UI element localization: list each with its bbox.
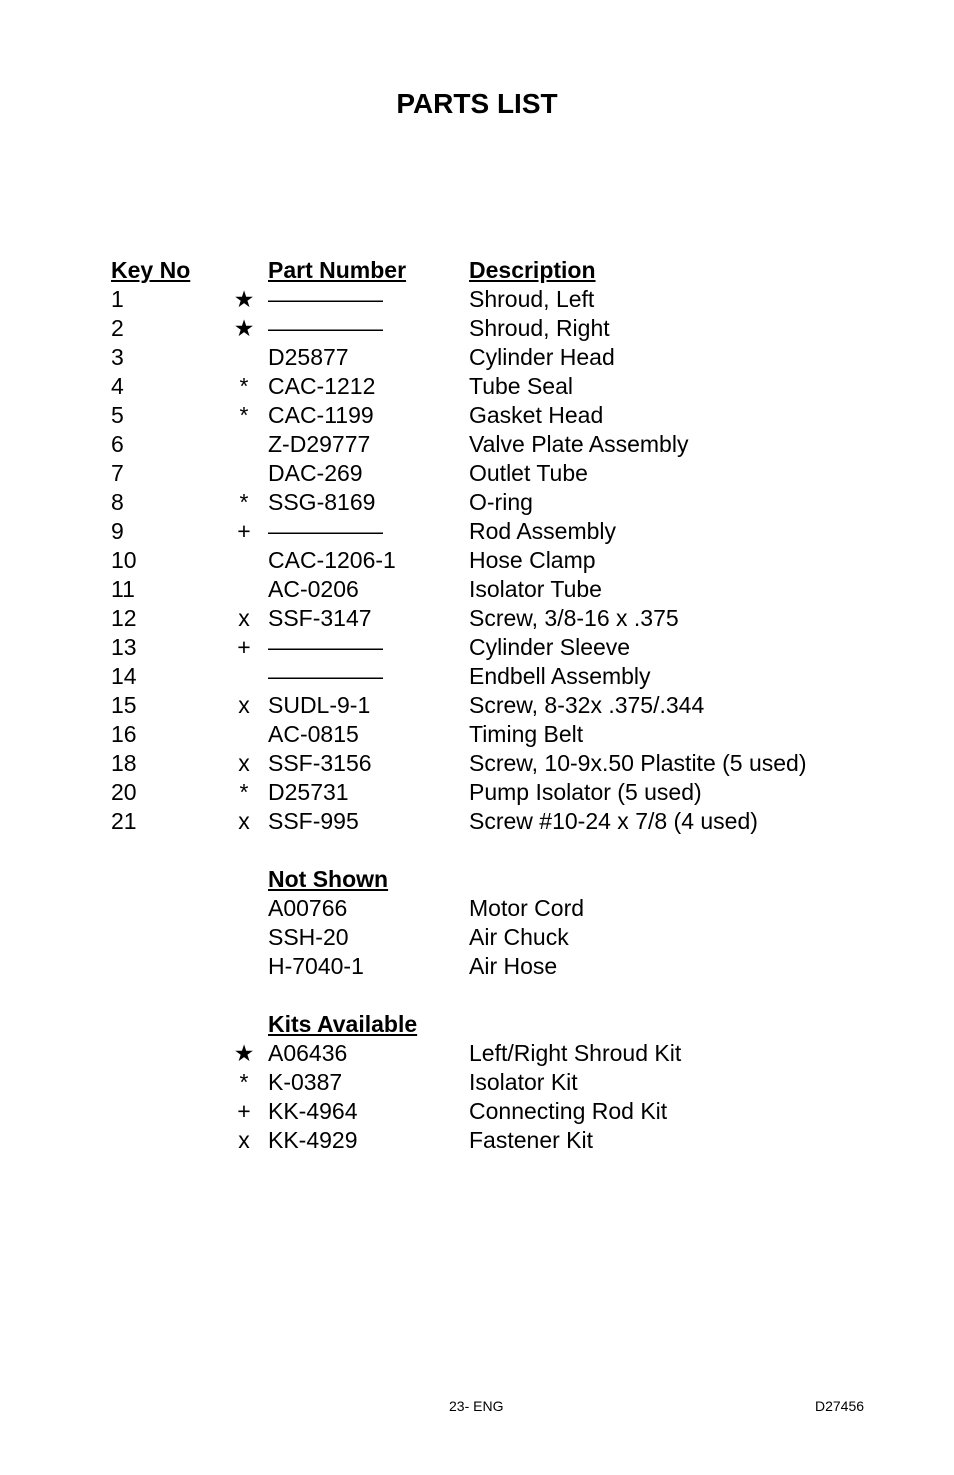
part-description: Isolator Kit [469,1069,578,1095]
part-number: SSG-8169 [268,489,376,515]
kit-symbol: x [238,1127,250,1153]
list-item [111,1039,891,1068]
part-description: Connecting Rod Kit [469,1098,668,1124]
table-row [111,662,891,691]
key-number: 4 [111,373,124,399]
key-number: 13 [111,634,137,660]
kit-symbol: x [238,605,250,631]
table-row [111,459,891,488]
key-number: 12 [111,605,137,631]
part-description: Cylinder Head [469,344,615,370]
key-number: 16 [111,721,137,747]
kits-heading-row [111,1010,891,1039]
table-row [111,343,891,372]
table-row [111,633,891,662]
kit-symbol: ★ [233,315,255,341]
list-item [111,1068,891,1097]
section-gap [111,836,891,865]
kit-symbol: * [239,779,249,805]
part-number: ————— [268,663,383,689]
table-row [111,430,891,459]
part-description: Rod Assembly [469,518,617,544]
kit-symbol: + [237,1098,251,1124]
part-description: Outlet Tube [469,460,588,486]
parts-list [111,256,891,1155]
section-gap [111,981,891,1010]
kits-available-heading: Kits Available [268,1011,418,1037]
part-description: Motor Cord [469,895,585,921]
list-item [111,1097,891,1126]
key-number: 9 [111,518,124,544]
key-number: 14 [111,663,137,689]
kit-symbol: + [237,518,251,544]
table-row [111,314,891,343]
key-number: 15 [111,692,137,718]
part-number: CAC-1206-1 [268,547,396,573]
part-number: DAC-269 [268,460,363,486]
part-description: Shroud, Right [469,315,610,341]
key-number: 1 [111,286,124,312]
part-number: KK-4964 [268,1098,358,1124]
part-description: Screw, 10-9x.50 Plastite (5 used) [469,750,807,776]
part-description: Isolator Tube [469,576,602,602]
kit-symbol: x [238,750,250,776]
kit-symbol: x [238,692,250,718]
part-number: ————— [268,518,383,544]
table-row [111,749,891,778]
key-number: 8 [111,489,124,515]
table-row [111,372,891,401]
table-row [111,401,891,430]
key-number: 5 [111,402,124,428]
list-item [111,894,891,923]
document-number: D27456 [815,1398,865,1414]
part-number: H-7040-1 [268,953,364,979]
part-description: Cylinder Sleeve [469,634,631,660]
part-description: Shroud, Left [469,286,595,312]
kit-symbol: * [239,1069,249,1095]
part-number: AC-0206 [268,576,359,602]
part-number: SSF-3147 [268,605,372,631]
key-number: 6 [111,431,124,457]
kit-symbol: x [238,808,250,834]
table-row [111,604,891,633]
kit-symbol: * [239,489,249,515]
list-item [111,923,891,952]
part-number: ————— [268,315,383,341]
table-row [111,720,891,749]
part-description: Air Chuck [469,924,569,950]
part-number: A06436 [268,1040,348,1066]
part-number: CAC-1212 [268,373,376,399]
part-number: D25731 [268,779,349,805]
part-description: Left/Right Shroud Kit [469,1040,682,1066]
part-number: SSF-995 [268,808,359,834]
part-number: SSH-20 [268,924,349,950]
kit-symbol: ★ [233,1040,255,1066]
list-item [111,1126,891,1155]
key-number: 20 [111,779,137,805]
key-number: 10 [111,547,137,573]
table-row [111,575,891,604]
parts-rows [111,285,891,836]
kit-symbol: + [237,634,251,660]
table-header [111,256,891,285]
table-row [111,285,891,314]
not-shown-heading: Not Shown [268,866,389,892]
key-number: 3 [111,344,124,370]
part-description: Timing Belt [469,721,584,747]
part-description: O-ring [469,489,533,515]
part-number: SUDL-9-1 [268,692,371,718]
key-no-header: Key No [111,257,191,283]
part-description: Endbell Assembly [469,663,651,689]
part-number: AC-0815 [268,721,359,747]
part-number: KK-4929 [268,1127,358,1153]
kit-symbol: * [239,373,249,399]
part-description: Fastener Kit [469,1127,593,1153]
part-description: Screw, 8-32x .375/.344 [469,692,705,718]
part-number: CAC-1199 [268,402,374,428]
part-description: Air Hose [469,953,558,979]
part-description: Hose Clamp [469,547,596,573]
part-number: A00766 [268,895,348,921]
table-row [111,488,891,517]
not-shown-list [111,894,891,981]
part-number: ————— [268,286,383,312]
part-description: Gasket Head [469,402,604,428]
kit-symbol: * [239,402,249,428]
part-number: K-0387 [268,1069,343,1095]
kits-list [111,1039,891,1155]
description-header: Description [469,257,596,283]
part-description: Pump Isolator (5 used) [469,779,702,805]
part-number: D25877 [268,344,349,370]
kit-symbol: ★ [233,286,255,312]
key-number: 21 [111,808,137,834]
page-number: 23- ENG [449,1398,504,1414]
page-title: PARTS LIST [396,88,558,119]
part-number: Z-D29777 [268,431,371,457]
list-item [111,952,891,981]
not-shown-heading-row [111,865,891,894]
part-description: Tube Seal [469,373,573,399]
key-number: 7 [111,460,124,486]
key-number: 18 [111,750,137,776]
part-number-header: Part Number [268,257,407,283]
part-description: Screw, 3/8-16 x .375 [469,605,679,631]
table-row [111,691,891,720]
table-row [111,778,891,807]
key-number: 11 [111,576,135,602]
table-row [111,546,891,575]
part-number: SSF-3156 [268,750,372,776]
table-row [111,807,891,836]
part-description: Valve Plate Assembly [469,431,689,457]
table-row [111,517,891,546]
key-number: 2 [111,315,124,341]
part-number: ————— [268,634,383,660]
part-description: Screw #10-24 x 7/8 (4 used) [469,808,758,834]
